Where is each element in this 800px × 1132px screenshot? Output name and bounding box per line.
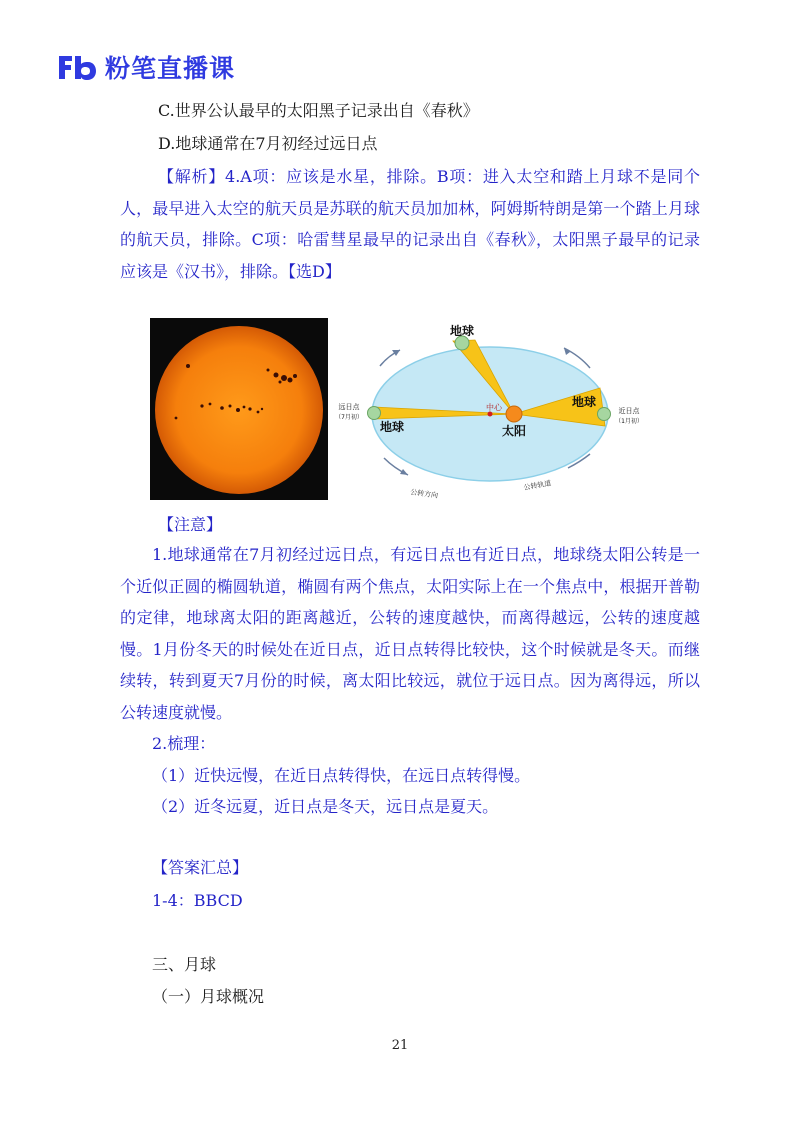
label-aphelion-date: （7月初）	[335, 414, 363, 421]
orbit-center-marker	[488, 412, 493, 417]
earth-orbit-diagram	[328, 318, 650, 500]
label-direction: 公转方向	[409, 488, 439, 500]
note-paragraph-3: （1）近快远慢，在近日点转得快，在远日点转得慢。	[152, 766, 531, 785]
fb-logo-icon	[55, 50, 99, 84]
summary-heading: 【答案汇总】	[152, 858, 249, 877]
option-d: D.地球通常在7月初经过远日点	[158, 134, 378, 153]
label-perihelion-title: 近日点	[618, 407, 640, 415]
brand-name: 粉笔直播课	[105, 54, 236, 83]
earth-right	[598, 408, 611, 421]
section-title: 三、月球	[152, 955, 217, 974]
label-orbit: 公转轨道	[522, 479, 552, 492]
label-earth-right: 地球	[572, 395, 597, 409]
sun-marker	[506, 406, 522, 422]
note-paragraph-4: （2）近冬远夏，近日点是冬天，远日点是夏天。	[152, 797, 499, 816]
label-earth-left: 地球	[380, 420, 405, 434]
summary-answer: 1-4：BBCD	[152, 891, 243, 910]
label-aphelion-title: 远日点	[338, 403, 360, 411]
brand-logo	[55, 50, 235, 84]
sun-sunspot-photo	[150, 318, 328, 500]
page-number: 21	[391, 1038, 409, 1053]
analysis-paragraph: 【解析】4.A项：应该是水星，排除。B项：进入太空和踏上月球不是同个人，最早进入太空的航天员是苏联的航天员加加林，阿姆斯特朗是第一个踏上月球的航天员，排除。C项：哈雷彗星最早的记录出自《春秋》，太阳黑子最早的记录应该是《汉书》，排除。【选D】	[120, 167, 700, 281]
section-subtitle: （一）月球概况	[152, 987, 265, 1006]
note-paragraph-1: 1.地球通常在7月初经过远日点，有远日点也有近日点，地球绕太阳公转是一个近似正圆的椭圆轨道，椭圆有两个焦点，太阳实际上在一个焦点中，根据开普勒的定律，地球离太阳的距离越近，公转的速度越快，而离得越远，公转的速度越慢。1月份冬天的时候处在近日点，近日点转得比较快，这个时候就是冬天。而继续转，转到夏天7月份的时候，离太阳比较远，就位于远日点。因为离得远，所以公转速度就慢。	[120, 545, 700, 722]
label-center: 中心	[486, 403, 502, 412]
note-heading: 【注意】	[158, 515, 223, 534]
label-perihelion-date: （1月初）	[615, 418, 643, 425]
label-sun: 太阳	[501, 424, 527, 438]
earth-left	[368, 407, 381, 420]
label-earth-top: 地球	[449, 324, 475, 338]
option-c: C.世界公认最早的太阳黑子记录出自《春秋》	[158, 101, 479, 120]
earth-top	[455, 336, 469, 350]
note-paragraph-2: 2.梳理：	[152, 734, 216, 753]
